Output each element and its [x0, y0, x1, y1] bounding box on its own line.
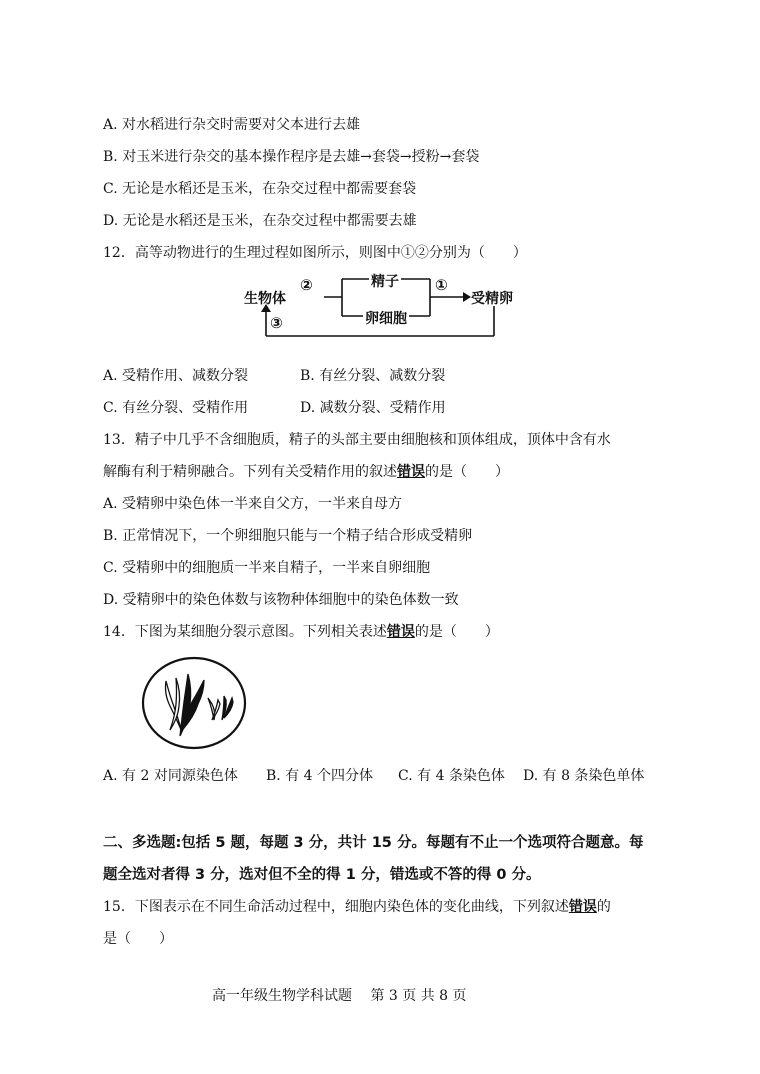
mark-3: ③: [270, 314, 283, 332]
q13-option-a: A. 受精卵中染色体一半来自父方，一半来自母方: [103, 496, 403, 512]
q14-option-a: A. 有 2 对同源染色体: [103, 768, 238, 784]
q13-option-b: B. 正常情况下，一个卵细胞只能与一个精子结合形成受精卵: [103, 528, 473, 544]
q12-option-c: C. 有丝分裂、受精作用: [103, 400, 249, 416]
fertilization-cycle-diagram: [238, 268, 528, 346]
q12-option-d: D. 减数分裂、受精作用: [300, 400, 446, 416]
q13-stem-line2: [103, 463, 509, 481]
q11-option-c: C. 无论是水稻还是玉米，在杂交过程中都需要套袋: [103, 181, 417, 197]
q13-emphasis: 错误: [397, 464, 425, 480]
q13-option-d: D. 受精卵中的染色体数与该物种体细胞中的染色体数一致: [103, 592, 459, 608]
q11-option-b: B. 对玉米进行杂交的基本操作程序是去雄→套袋→授粉→套袋: [103, 149, 480, 165]
mark-1: ①: [435, 276, 448, 294]
q15-stem-line1: [103, 898, 611, 916]
q12-option-b: B. 有丝分裂、减数分裂: [300, 368, 446, 384]
label-egg: 卵细胞: [363, 308, 409, 328]
q13-stem-end: 的是（ ）: [425, 464, 509, 480]
q15-stem-text: 15．下图表示在不同生命活动过程中，细胞内染色体的变化曲线，下列叙述: [103, 899, 569, 915]
q14-option-d: D. 有 8 条染色单体: [523, 768, 645, 784]
section2-heading-line2: 题全选对者得 3 分，选对但不全的得 1 分，错选或不答的得 0 分。: [103, 867, 541, 883]
label-sperm: 精子: [369, 271, 401, 291]
label-organism: 生物体: [244, 291, 286, 307]
cell-diagram: [140, 656, 250, 751]
q11-option-d: D. 无论是水稻还是玉米，在杂交过程中都需要去雄: [103, 213, 417, 229]
q13-option-c: C. 受精卵中的细胞质一半来自精子，一半来自卵细胞: [103, 560, 431, 576]
q14-option-c: C. 有 4 条染色体: [398, 768, 505, 784]
q13-stem-text: 解酶有利于精卵融合。下列有关受精作用的叙述: [103, 464, 397, 480]
page-footer: 高一年级生物学科试题 第 3 页 共 8 页: [212, 988, 467, 1004]
label-zygote: 受精卵: [471, 291, 513, 307]
q11-option-a: A. 对水稻进行杂交时需要对父本进行去雄: [103, 117, 361, 133]
q12-option-a: A. 受精作用、减数分裂: [103, 368, 249, 384]
section2-heading-line1: 二、多选题:包括 5 题，每题 3 分，共计 15 分。每题有不止一个选项符合题意。每: [103, 835, 644, 851]
cell-division-figure: [140, 656, 250, 751]
q15-stem-end: 的: [596, 899, 611, 915]
q14-stem-text: 14．下图为某细胞分裂示意图。下列相关表述: [103, 624, 387, 640]
q15-emphasis: 错误: [568, 899, 597, 915]
q14-emphasis: 错误: [386, 624, 415, 640]
mark-2: ②: [300, 276, 313, 294]
q14-option-b: B. 有 4 个四分体: [266, 768, 373, 784]
q15-stem-line2: 是（ ）: [103, 931, 173, 947]
q14-stem-end: 的是（ ）: [414, 624, 499, 640]
q12-stem: 12．高等动物进行的生理过程如图所示，则图中①②分别为（ ）: [103, 245, 527, 261]
q14-stem: [103, 623, 499, 641]
q13-stem-line1: 13．精子中几乎不含细胞质，精子的头部主要由细胞核和顶体组成，顶体中含有水: [103, 432, 611, 448]
